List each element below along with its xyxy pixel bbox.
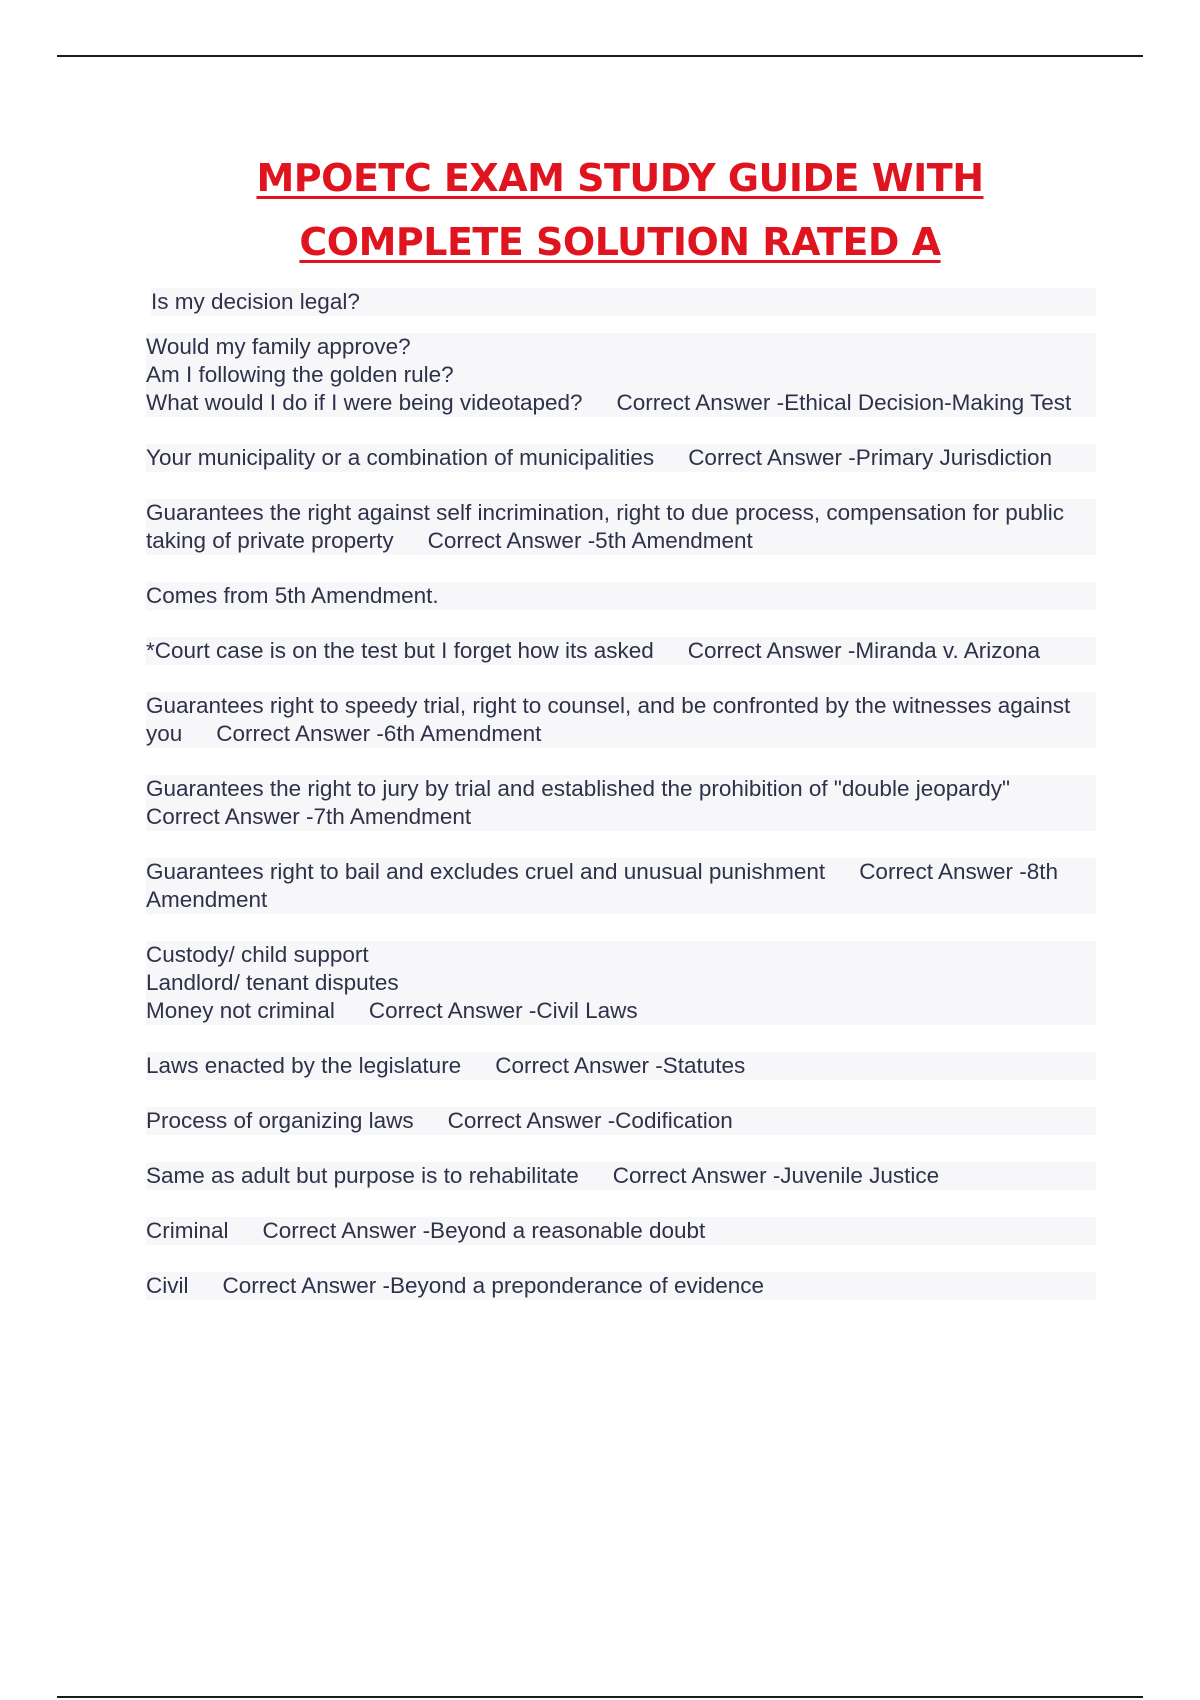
question-line: Guarantees the right against self incrimination, right to due process, compensation for public taking of private property xyxy=(146,500,1064,553)
top-rule xyxy=(57,55,1143,57)
answer-text: Correct Answer -5th Amendment xyxy=(427,528,753,553)
flashcard xyxy=(146,444,1096,472)
flashcard xyxy=(146,333,1096,417)
question-line: Guarantees right to bail and excludes cruel and unusual punishment xyxy=(146,859,826,884)
question-line: Guarantees right to speedy trial, right to counsel, and be confronted by the witnesses against you xyxy=(146,693,1071,746)
answer-text: Correct Answer -Beyond a reasonable doubt xyxy=(262,1218,706,1243)
document-body xyxy=(146,288,1096,1327)
answer-text: Correct Answer -Statutes xyxy=(495,1053,746,1078)
flashcard xyxy=(146,499,1096,555)
flashcard xyxy=(146,582,1096,610)
intro-text: Is my decision legal? xyxy=(151,289,360,314)
flashcard xyxy=(146,858,1096,914)
bottom-rule xyxy=(57,1696,1143,1698)
answer-text: Correct Answer -Juvenile Justice xyxy=(612,1163,940,1188)
question-line: *Court case is on the test but I forget how its asked xyxy=(146,638,654,663)
question-line: Civil xyxy=(146,1273,189,1298)
question-line: Custody/ child support xyxy=(146,942,369,967)
answer-text: Correct Answer -Primary Jurisdiction xyxy=(688,445,1053,470)
flashcard xyxy=(146,775,1096,831)
answer-text: Correct Answer -8th Amendment xyxy=(146,859,1059,912)
flashcard xyxy=(146,1217,1096,1245)
question-line: Money not criminal xyxy=(146,998,335,1023)
answer-text: Correct Answer -Beyond a preponderance of evidence xyxy=(222,1273,765,1298)
answer-text: Correct Answer -Codification xyxy=(447,1108,733,1133)
flashcard xyxy=(146,1052,1096,1080)
document-title: MPOETC EXAM STUDY GUIDE WITH COMPLETE SOLUTION RATED A xyxy=(256,156,984,264)
question-line: What would I do if I were being videotaped? xyxy=(146,390,583,415)
question-line: Am I following the golden rule? xyxy=(146,362,454,387)
intro-line xyxy=(151,288,1096,316)
flashcard xyxy=(146,1107,1096,1135)
question-line: Comes from 5th Amendment. xyxy=(146,583,439,608)
answer-text: Correct Answer -Civil Laws xyxy=(368,998,638,1023)
question-line: Would my family approve? xyxy=(146,334,411,359)
question-line: Your municipality or a combination of municipalities xyxy=(146,445,655,470)
flashcard xyxy=(146,637,1096,665)
flashcard xyxy=(146,941,1096,1025)
flashcard xyxy=(146,1272,1096,1300)
answer-text: Correct Answer -6th Amendment xyxy=(216,721,542,746)
flashcard xyxy=(146,1162,1096,1190)
answer-text: Correct Answer -Miranda v. Arizona xyxy=(687,638,1040,663)
question-line: Landlord/ tenant disputes xyxy=(146,970,399,995)
question-line: Criminal xyxy=(146,1218,229,1243)
flashcard xyxy=(146,692,1096,748)
question-line: Same as adult but purpose is to rehabilitate xyxy=(146,1163,579,1188)
question-line: Laws enacted by the legislature xyxy=(146,1053,462,1078)
question-line: Guarantees the right to jury by trial and established the prohibition of "double jeopardy" xyxy=(146,776,1011,801)
question-line: Process of organizing laws xyxy=(146,1108,414,1133)
answer-text: Correct Answer -7th Amendment xyxy=(146,804,472,829)
answer-text: Correct Answer -Ethical Decision-Making Test xyxy=(616,390,1072,415)
